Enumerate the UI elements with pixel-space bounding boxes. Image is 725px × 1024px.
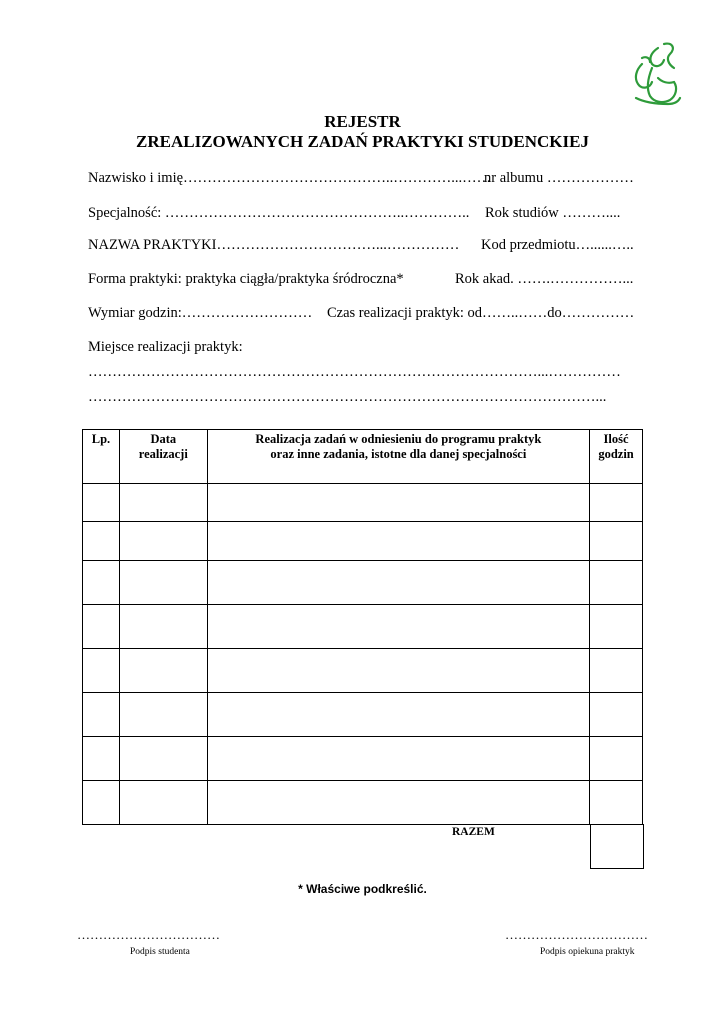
specialty-field[interactable]: Specjalność: …………………………………………..………….. xyxy=(88,205,470,221)
tasks-register-table xyxy=(82,429,643,825)
table-row[interactable] xyxy=(83,781,643,825)
study-year-field[interactable]: Rok studiów ……….... xyxy=(485,205,621,221)
place-label: Miejsce realizacji praktyk: xyxy=(88,339,243,355)
table-row[interactable] xyxy=(83,693,643,737)
place-line-2[interactable]: ……………………………………………………………………………………………... xyxy=(88,389,607,405)
supervisor-signature-line[interactable]: …………………………… xyxy=(505,927,648,942)
col-hours-header: Ilość godzin xyxy=(590,430,643,484)
document-title-line2: ZREALIZOWANYCH ZADAŃ PRAKTYKI STUDENCKIEJ xyxy=(136,132,589,151)
document-title-line1: REJESTR xyxy=(324,112,401,131)
course-code-field[interactable]: Kod przedmiotu…......….. xyxy=(481,237,634,253)
name-field[interactable]: Nazwisko i imię……………………………………..…………...…… xyxy=(88,170,492,186)
student-signature-line[interactable]: …………………………… xyxy=(77,927,220,942)
hours-field[interactable]: Wymiar godzin:……………………… xyxy=(88,305,313,321)
practice-form-field[interactable]: Forma praktyki: praktyka ciągła/praktyka śródroczna* xyxy=(88,271,404,287)
col-date-header: Data realizacji xyxy=(119,430,207,484)
footnote: * Właściwe podkreślić. xyxy=(298,882,427,896)
album-number-field[interactable]: nr albumu ……………… xyxy=(484,170,634,186)
table-row[interactable] xyxy=(83,737,643,781)
col-task-header: Realizacja zadań w odniesieniu do programu praktyk oraz inne zadania, istotne dla danej specjalności xyxy=(207,430,589,484)
table-header-row xyxy=(83,430,643,484)
table-row[interactable] xyxy=(83,484,643,522)
table-row[interactable] xyxy=(83,561,643,605)
place-line-1[interactable]: …………………………………………………………………………………...…………… xyxy=(88,364,621,380)
table-row[interactable] xyxy=(83,522,643,561)
table-row[interactable] xyxy=(83,649,643,693)
supervisor-signature-label: Podpis opiekuna praktyk xyxy=(540,947,635,957)
student-signature-label: Podpis studenta xyxy=(130,947,190,957)
total-hours-cell[interactable] xyxy=(590,824,644,869)
period-field[interactable]: Czas realizacji praktyk: od……..……do…………… xyxy=(327,305,635,321)
academic-year-field[interactable]: Rok akad. …….……………... xyxy=(455,271,634,287)
green-figure-logo-icon xyxy=(628,38,684,110)
table-row[interactable] xyxy=(83,605,643,649)
total-label: RAZEM xyxy=(452,826,495,838)
col-lp-header: Lp. xyxy=(83,430,120,484)
practice-name-field[interactable]: NAZWA PRAKTYKI……………………………...…………… xyxy=(88,237,460,253)
